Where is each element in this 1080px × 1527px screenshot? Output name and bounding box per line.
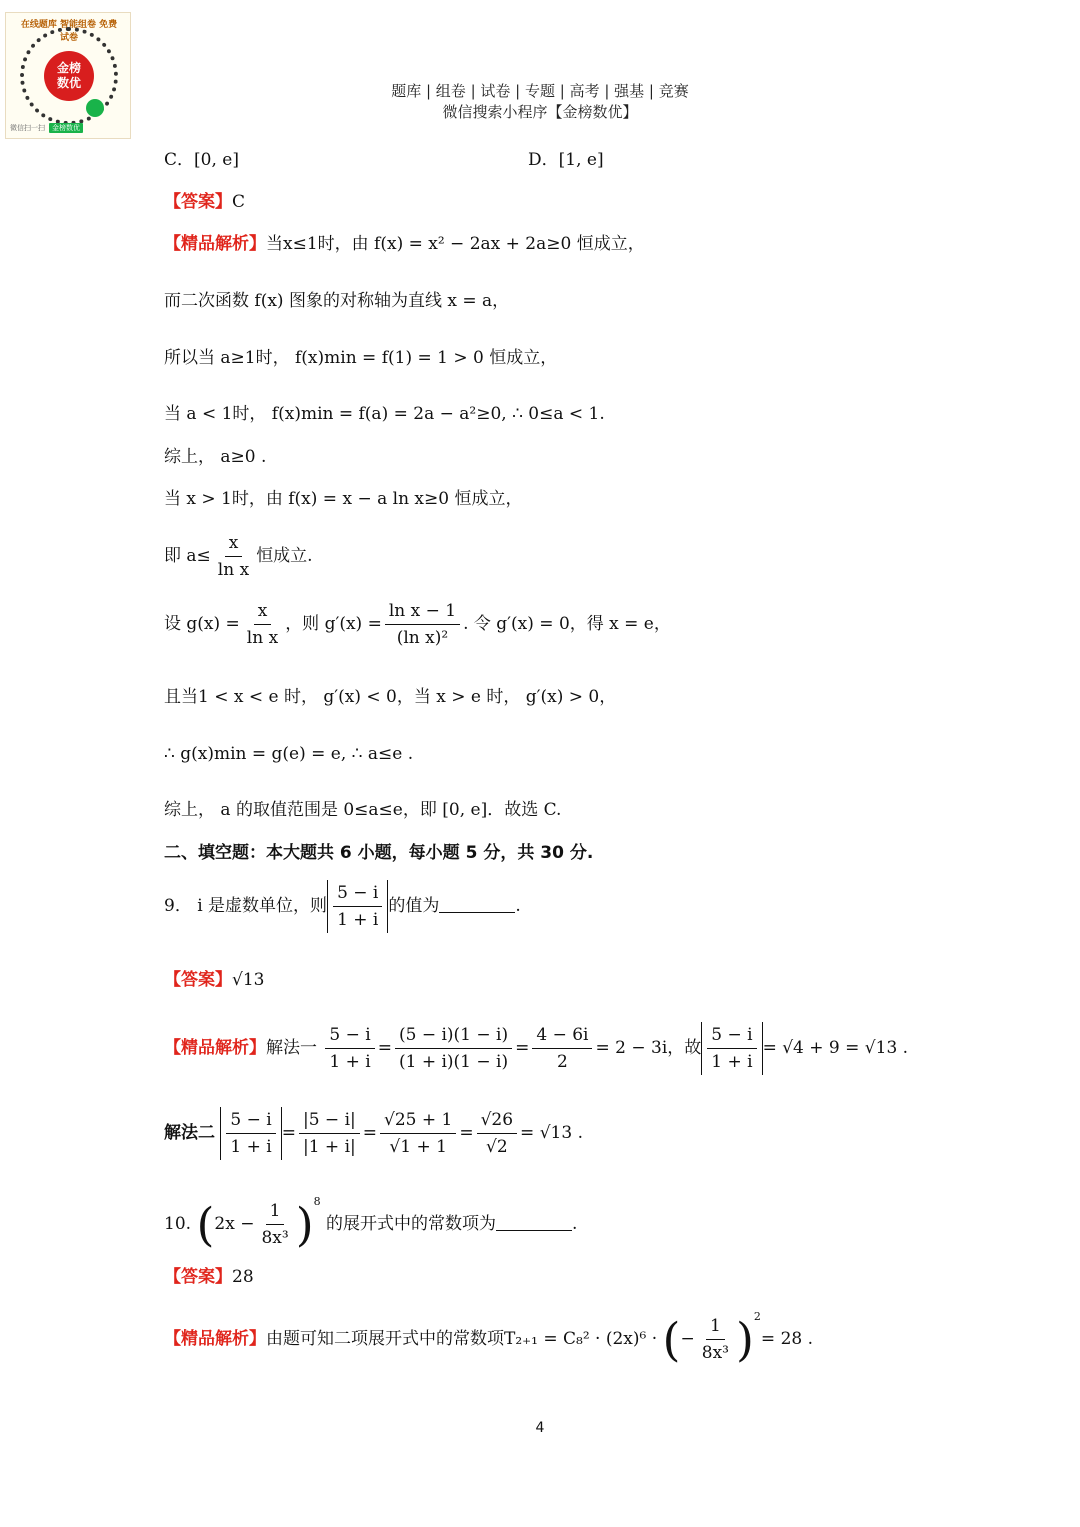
numerator: √26	[477, 1107, 517, 1134]
fraction	[325, 1022, 374, 1075]
q8-analysis-line-5: 综上， a≥0 .	[164, 447, 267, 467]
q8-analysis-line-11: 综上， a 的取值范围是 0≤a≤e，即 [0, e]．故选 C.	[164, 800, 562, 820]
numerator: ln x − 1	[385, 598, 460, 625]
fraction	[707, 1022, 756, 1075]
modulus	[701, 1022, 762, 1075]
q9-post: 的值为	[388, 896, 440, 916]
section-title: 二、填空题：本大题共 6 小题，每小题 5 分，共 30 分.	[164, 843, 594, 863]
option-d: D．[1, e]	[528, 150, 604, 170]
numerator: 5 − i	[325, 1022, 374, 1049]
q8-analysis-line-3: 所以当 a≥1时， f(x)min = f(1) = 1 > 0 恒成立，	[164, 348, 558, 368]
q9-answer	[164, 968, 264, 992]
method2-result: = √13 .	[520, 1123, 583, 1143]
left-paren: (	[662, 1312, 681, 1367]
right-paren: )	[735, 1312, 754, 1367]
denominator: √1 + 1	[389, 1137, 447, 1157]
line7-post: 恒成立.	[256, 546, 313, 566]
logo-footer-right: 金榜数优	[49, 123, 83, 133]
method-label: 解法二	[164, 1123, 215, 1143]
fraction	[395, 1022, 512, 1075]
numerator: 1	[266, 1198, 285, 1225]
fraction	[257, 1198, 292, 1251]
right-paren: )	[295, 1197, 314, 1252]
denominator: √2	[485, 1137, 508, 1157]
fraction	[299, 1107, 360, 1160]
method-label: 解法一	[266, 1038, 317, 1058]
denominator: 1 + i	[337, 910, 379, 930]
exponent: 2	[753, 1310, 761, 1323]
denominator: |1 + i|	[302, 1137, 356, 1157]
q10-pre: 10.	[164, 1214, 192, 1234]
header-nav: 题库 | 组卷 | 试卷 | 专题 | 高考 | 强基 | 竞赛	[391, 82, 689, 100]
answer-tag: 【答案】	[164, 192, 232, 212]
modulus	[327, 880, 388, 933]
analysis-tag: 【精品解析】	[164, 1038, 266, 1058]
q8-analysis-line-6: 当 x > 1时，由 f(x) = x − a ln x≥0 恒成立，	[164, 489, 523, 509]
logo-center-text: 金榜数优	[56, 61, 81, 90]
denominator: ln x	[217, 560, 250, 580]
denominator: 2	[557, 1052, 568, 1072]
denominator: 1 + i	[329, 1052, 371, 1072]
numerator: x	[254, 598, 272, 625]
q10-post: 的展开式中的常数项为	[326, 1214, 497, 1234]
fraction	[698, 1313, 733, 1366]
fraction	[477, 1107, 517, 1160]
line8-post: . 令 g′(x) = 0，得 x = e，	[463, 614, 671, 634]
q9-pre: 9． i 是虚数单位，则	[164, 896, 328, 916]
denominator: 8x³	[261, 1228, 289, 1248]
denominator: 1 + i	[230, 1137, 272, 1157]
logo-arc-text: 在线题库 智能组卷 免费试卷	[20, 20, 118, 43]
denominator: ln x	[246, 628, 279, 648]
numerator: x	[225, 530, 243, 557]
logo-footer	[10, 122, 126, 134]
answer-value: C	[232, 192, 246, 212]
q8-analysis-line-4: 当 a < 1时， f(x)min = f(a) = 2a − a²≥0, ∴ 0≤a < 1.	[164, 404, 605, 424]
fraction	[333, 880, 382, 933]
q8-analysis-line-2: 而二次函数 f(x) 图象的对称轴为直线 x = a，	[164, 291, 510, 311]
q8-analysis-line-8	[164, 598, 671, 651]
fraction	[226, 1107, 275, 1160]
line8-pre: 设 g(x) =	[164, 614, 240, 634]
denominator: (ln x)²	[396, 628, 449, 648]
q8-analysis-line-9: 且当1 < x < e 时， g′(x) < 0，当 x > e 时， g′(x) > 0，	[164, 687, 617, 707]
denominator: (1 + i)(1 − i)	[398, 1052, 509, 1072]
option-c: C．[0, e]	[164, 150, 239, 170]
analysis-tag: 【精品解析】	[164, 1329, 266, 1349]
answer-tag: 【答案】	[164, 970, 232, 990]
numerator: |5 − i|	[299, 1107, 360, 1134]
method1-result: = √4 + 9 = √13 .	[762, 1038, 909, 1058]
line8-mid: ，则 g′(x) =	[285, 614, 382, 634]
numerator: 5 − i	[707, 1022, 756, 1049]
answer-value: 28	[232, 1267, 254, 1287]
answer-blank	[439, 896, 515, 913]
q9-stem	[164, 880, 521, 933]
logo-footer-left: 微信扫一扫	[10, 124, 45, 132]
numerator: (5 − i)(1 − i)	[395, 1022, 512, 1049]
denominator: 1 + i	[711, 1052, 753, 1072]
analysis-mid: T₂₊₁ = C₈² · (2x)⁶ ·	[504, 1329, 658, 1349]
fraction	[243, 598, 282, 651]
fraction	[385, 598, 460, 651]
q10-end: .	[572, 1214, 578, 1234]
q8-analysis-line-10: ∴ g(x)min = g(e) = e, ∴ a≤e .	[164, 744, 414, 764]
numerator: 4 − 6i	[532, 1022, 592, 1049]
analysis-pre: 由题可知二项展开式中的常数项	[266, 1329, 504, 1349]
numerator: 5 − i	[333, 880, 382, 907]
fraction	[532, 1022, 592, 1075]
analysis-tag: 【精品解析】	[164, 234, 266, 254]
q9-method-2: 解法二 $\frac{5 - i}{1 + i}$ = $\frac{|5 - i|}{|1 + i|}$ = $\frac{√25 + 1}{√1 + 1}$ = $\frac{√26}{√2}$ = √13 .	[164, 1107, 583, 1160]
q9-method-1: 【精品解析】解法一 $\frac{5 - i}{1 + i}$ = $\frac{(5 - i)(1 - i)}{(1 + i)(1 - i)}$ = $\frac{4 - 6i}{2}$ = 2 − 3i，故 $\frac{5 - i}{1 + i}$ = √4 + 9 = √13 .	[164, 1022, 908, 1075]
denominator: 8x³	[701, 1343, 729, 1363]
q10-stem	[164, 1190, 577, 1251]
expr-left: 2x −	[214, 1214, 255, 1234]
numerator: 5 − i	[226, 1107, 275, 1134]
fraction	[214, 530, 253, 583]
header-mini-program: 微信搜索小程序【金榜数优】	[442, 103, 638, 121]
page-number: 4	[535, 1420, 545, 1436]
q10-answer	[164, 1265, 254, 1289]
answer-value: √13	[232, 970, 265, 990]
modulus	[220, 1107, 281, 1160]
line7-pre: 即 a≤	[164, 546, 211, 566]
fraction	[380, 1107, 456, 1160]
numerator: 1	[706, 1313, 725, 1340]
answer-tag: 【答案】	[164, 1267, 232, 1287]
q8-analysis-line-7	[164, 530, 313, 583]
q8-answer	[164, 190, 245, 214]
method1-tail: = 2 − 3i，故	[595, 1038, 702, 1058]
analysis-post: = 28 .	[760, 1329, 814, 1349]
q9-end: .	[515, 896, 521, 916]
numerator: √25 + 1	[380, 1107, 456, 1134]
q8-analysis-line-1	[164, 232, 645, 256]
answer-blank	[496, 1214, 572, 1231]
q10-analysis: 【精品解析】由题可知二项展开式中的常数项T₂₊₁ = C₈² · (2x)⁶ · (− $\frac{1}{\text{8x³}}$ )$^2$= 28 .	[164, 1310, 814, 1367]
analysis-text: 当x≤1时，由 f(x) = x² − 2ax + 2a≥0 恒成立，	[266, 234, 645, 254]
left-paren: (	[196, 1197, 215, 1252]
exponent: 8	[313, 1195, 321, 1208]
